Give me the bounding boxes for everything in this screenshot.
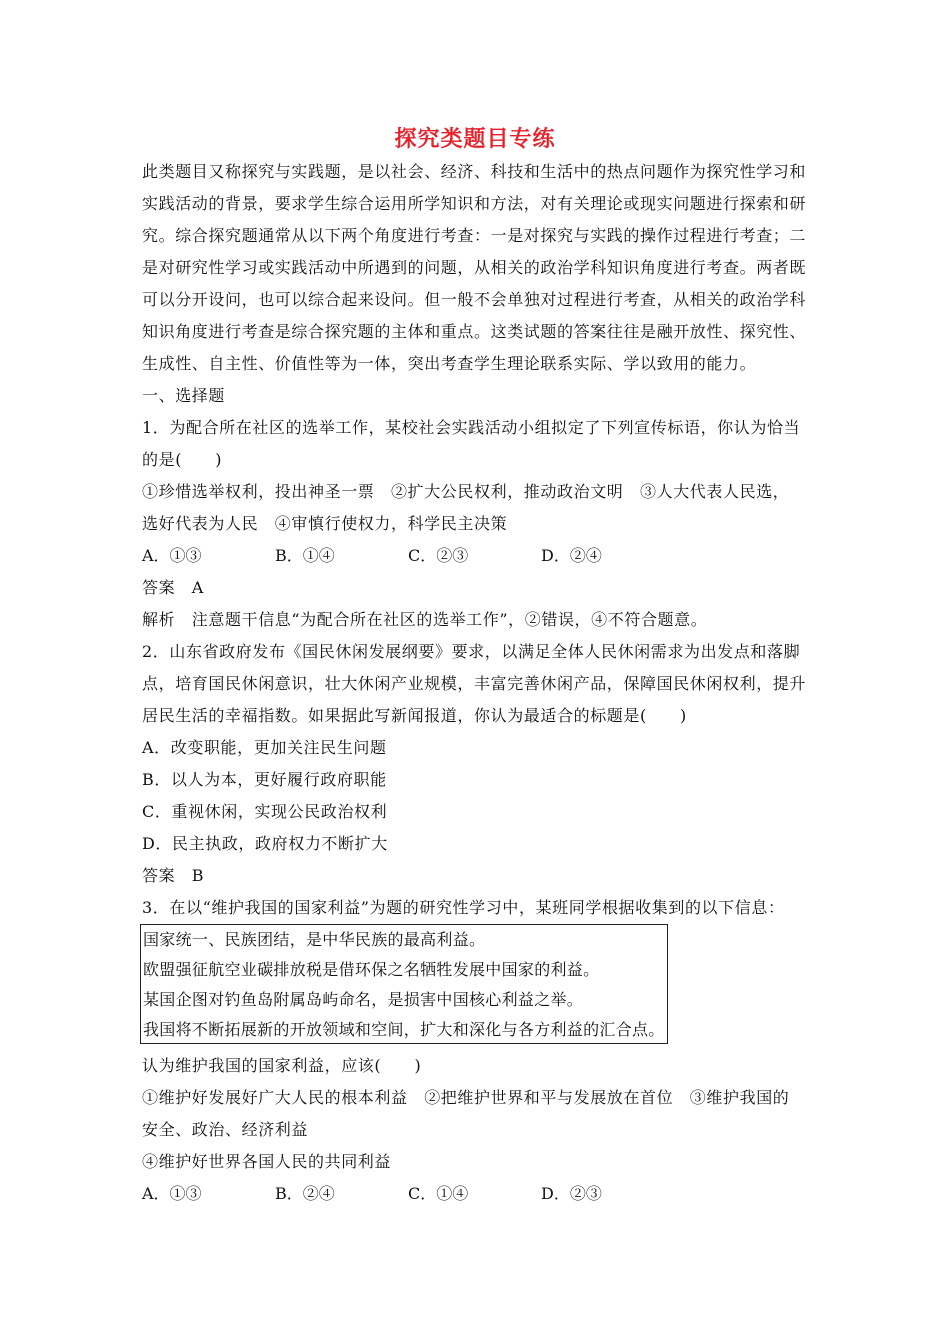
q2-option-b: B．以人为本，更好履行政府职能 xyxy=(142,770,387,789)
q3-statements: 安全、政治、经济利益 xyxy=(142,1120,309,1139)
q3-statements: ④维护好世界各国人民的共同利益 xyxy=(142,1152,392,1171)
q2-option-a: A．改变职能，更加关注民生问题 xyxy=(142,738,387,757)
q2-answer: 答案 B xyxy=(142,866,205,885)
q3-question: 认为维护我国的国家利益，应该( ) xyxy=(142,1056,422,1075)
q3-statements: ①维护好发展好广大人民的根本利益 ②把维护世界和平与发展放在首位 ③维护我国的 xyxy=(142,1088,790,1107)
q1-options xyxy=(142,546,674,566)
info-row: 国家统一、民族团结，是中华民族的最高利益。 xyxy=(143,930,486,949)
q2-option-c: C．重视休闲，实现公民政治权利 xyxy=(142,802,388,821)
q3-info-box xyxy=(140,924,668,1044)
intro-line: 是对研究性学习或实践活动中所遇到的问题，从相关的政治学科知识角度进行考查。两者既 xyxy=(142,258,807,277)
intro-line: 此类题目又称探究与实践题，是以社会、经济、科技和生活中的热点问题作为探究性学习和 xyxy=(142,162,807,181)
q1-option-b: B．①④ xyxy=(275,546,335,565)
q1-option-d: D．②④ xyxy=(541,546,602,565)
q2-stem: 点，培育国民休闲意识，壮大休闲产业规模，丰富完善休闲产品，保障国民休闲权利，提升 xyxy=(142,674,807,693)
intro-line: 实践活动的背景，要求学生综合运用所学知识和方法，对有关理论或现实问题进行探索和研 xyxy=(142,194,807,213)
q3-option-c: C．①④ xyxy=(408,1184,469,1203)
q1-stem: 1．为配合所在社区的选举工作，某校社会实践活动小组拟定了下列宣传标语，你认为恰当 xyxy=(142,418,801,437)
info-row: 某国企图对钓鱼岛附属岛屿命名，是损害中国核心利益之举。 xyxy=(143,990,584,1009)
q1-option-a: A．①③ xyxy=(142,546,202,565)
info-row: 我国将不断拓展新的开放领域和空间，扩大和深化与各方利益的汇合点。 xyxy=(143,1020,665,1039)
q1-statements: 选好代表为人民 ④审慎行使权力，科学民主决策 xyxy=(142,514,508,533)
intro-line: 知识角度进行考查是综合探究题的主体和重点。这类试题的答案往往是融开放性、探究性、 xyxy=(142,322,807,341)
document-title: 探究类题目专练 xyxy=(394,126,556,152)
q2-stem: 居民生活的幸福指数。如果据此写新闻报道，你认为最适合的标题是( ) xyxy=(142,706,687,725)
section-heading: 一、选择题 xyxy=(142,386,226,405)
intro-line: 生成性、自主性、价值性等为一体，突出考查学生理论联系实际、学以致用的能力。 xyxy=(142,354,757,373)
q1-statements: ①珍惜选举权利，投出神圣一票 ②扩大公民权利，推动政治文明 ③人大代表人民选， xyxy=(142,482,790,501)
q1-answer: 答案 A xyxy=(142,578,204,597)
intro-line: 究。综合探究题通常从以下两个角度进行考查：一是对探究与实践的操作过程进行考查；二 xyxy=(142,226,807,245)
q3-stem: 3．在以“维护我国的国家利益”为题的研究性学习中，某班同学根据收集到的以下信息： xyxy=(142,898,785,917)
q3-option-d: D．②③ xyxy=(541,1184,602,1203)
q3-option-b: B．②④ xyxy=(275,1184,335,1203)
q3-options xyxy=(142,1184,674,1204)
q3-option-a: A．①③ xyxy=(142,1184,202,1203)
q1-stem: 的是( ) xyxy=(142,450,223,469)
q2-stem: 2．山东省政府发布《国民休闲发展纲要》要求，以满足全体人民休闲需求为出发点和落脚 xyxy=(142,642,801,661)
q2-option-d: D．民主执政，政府权力不断扩大 xyxy=(142,834,388,853)
info-row: 欧盟强征航空业碳排放税是借环保之名牺牲发展中国家的利益。 xyxy=(143,960,600,979)
intro-line: 可以分开设问，也可以综合起来设问。但一般不会单独对过程进行考查，从相关的政治学科 xyxy=(142,290,807,309)
q1-option-c: C．②③ xyxy=(408,546,469,565)
q1-analysis: 解析 注意题干信息“为配合所在社区的选举工作”，②错误，④不符合题意。 xyxy=(142,610,708,629)
